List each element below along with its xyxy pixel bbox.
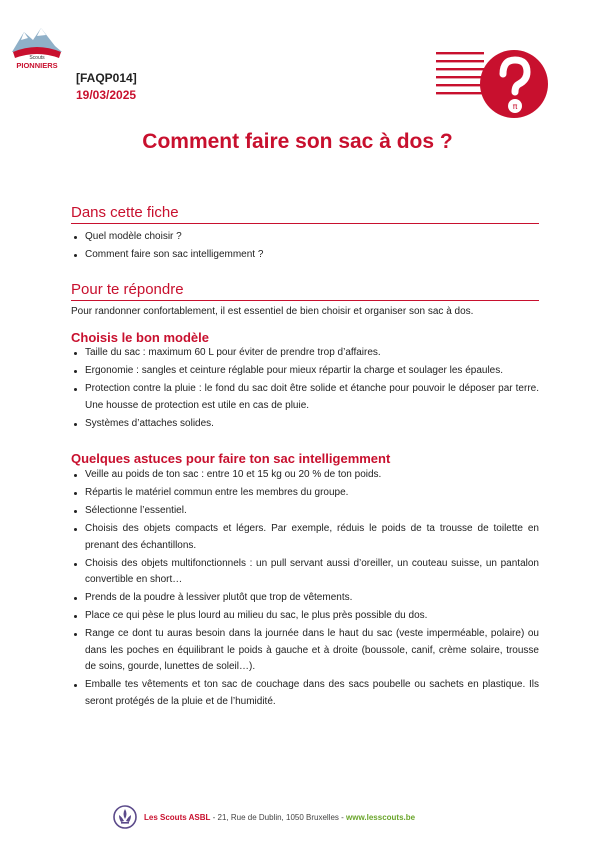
model-item: Ergonomie : sangles et ceinture réglable pour mieux répartir la charge et soulager les épaules.: [71, 363, 539, 380]
svg-text:PIONNIERS: PIONNIERS: [16, 61, 58, 70]
footer: [112, 805, 415, 829]
footer-org: Les Scouts ASBL: [144, 812, 211, 822]
model-item: Taille du sac : maximum 60 L pour éviter de prendre trop d’affaires.: [71, 345, 539, 362]
model-item: Systèmes d’attaches solides.: [71, 416, 539, 433]
tips-item: Place ce qui pèse le plus lourd au milieu du sac, le plus près possible du dos.: [71, 608, 539, 625]
question-mark-icon: [436, 50, 552, 118]
tips-item: Prends de la poudre à lessiver plutôt que trop de vêtements.: [71, 590, 539, 607]
tips-item: Veille au poids de ton sac : entre 10 et 15 kg ou 20 % de ton poids.: [71, 467, 539, 484]
toc-heading: Dans cette fiche: [71, 204, 539, 224]
footer-address: - 21, Rue de Dublin, 1050 Bruxelles -: [210, 812, 347, 822]
tips-item: Choisis des objets multifonctionnels : un pull servant aussi d’oreiller, un couteau suisse, un pantalon convertible en short…: [71, 556, 539, 589]
pionniers-logo: [9, 22, 65, 74]
model-list: [71, 345, 539, 434]
toc-item: Quel modèle choisir ?: [71, 229, 539, 246]
document-date: 19/03/2025: [76, 88, 137, 102]
tips-item: Choisis des objets compacts et légers. Par exemple, réduis le poids de ta trousse de toilette en prenant des échantillons.: [71, 521, 539, 554]
answer-intro: Pour randonner confortablement, il est essentiel de bien choisir et organiser son sac à dos.: [71, 306, 474, 317]
answer-heading: Pour te répondre: [71, 281, 539, 301]
page-title: Comment faire son sac à dos ?: [142, 130, 453, 153]
model-item: Protection contre la pluie : le fond du sac doit être solide et étanche pour pouvoir le déposer par terre. Une housse de protection est utile en cas de pluie.: [71, 381, 539, 414]
svg-text:Scouts: Scouts: [29, 55, 45, 61]
tips-item: Emballe tes vêtements et ton sac de couchage dans des sacs poubelle ou sachets en plastique. Ils seront protégés de la pluie et de l’humidité.: [71, 677, 539, 710]
tips-list: [71, 467, 539, 712]
tips-heading: Quelques astuces pour faire ton sac intelligemment: [71, 451, 391, 466]
footer-website-link[interactable]: www.lesscouts.be: [346, 812, 416, 822]
toc-item: Comment faire son sac intelligemment ?: [71, 247, 539, 264]
scouts-emblem-icon: [112, 805, 138, 829]
reference-code: [FAQP014]: [76, 71, 137, 85]
tips-item: Range ce dont tu auras besoin dans la journée dans le haut du sac (veste imperméable, polaire) ou dans les poches en équilibrant le poids à gauche et à droite (boussole, canif, crème solaire, trousse de soins, gourde, lunettes de soleil…).: [71, 626, 539, 676]
svg-text:π: π: [512, 102, 518, 111]
model-heading: Choisis le bon modèle: [71, 330, 209, 345]
tips-item: Sélectionne l’essentiel.: [71, 503, 539, 520]
tips-item: Répartis le matériel commun entre les membres du groupe.: [71, 485, 539, 502]
toc-list: [71, 229, 539, 265]
footer-text: [144, 813, 415, 822]
